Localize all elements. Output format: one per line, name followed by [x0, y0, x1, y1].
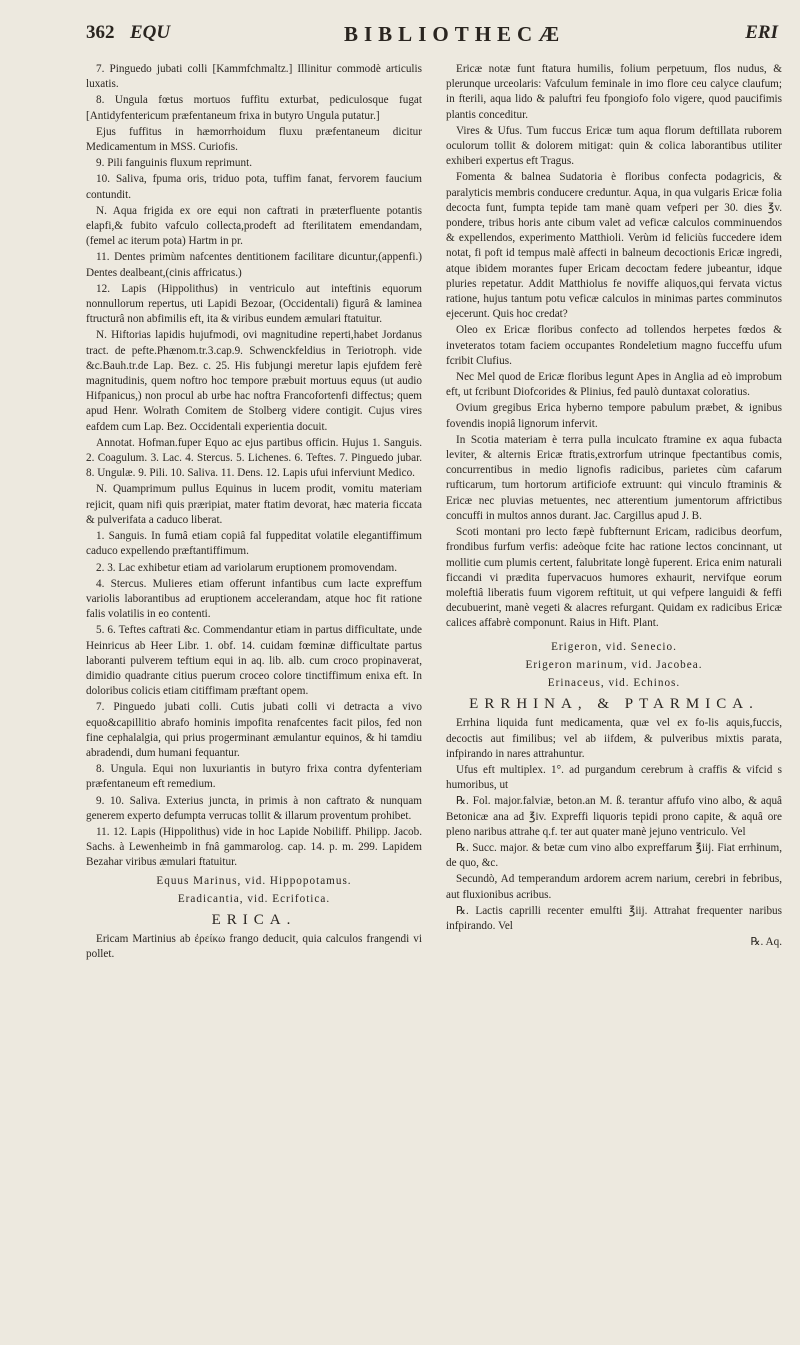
- paragraph: 11. 12. Lapis (Hippolithus) vide in hoc Lapide Nobiliff. Philipp. Jacob. Sachs. à Lewenheimb in fnâ gammarolog. cap. 14. p. m. 299. Lapidem Bezahar viribus æmulari ftatuitur.: [86, 825, 422, 869]
- paragraph: Ericæ notæ funt ftatura humilis, folium perpetuum, flos nudus, & plerunque urceolaris: Vafculum feminale in imo flore ceu calyce claufum; in fterili, aqua lido & paluftri feu fpongiofo folo vigere, quod paucifimis plantis conceditur.: [446, 63, 782, 121]
- paragraph: Ufus eft multiplex. 1°. ad purgandum cerebrum à craffis & vifcid s humoribus, ut: [446, 763, 782, 792]
- paragraph: 7. Pinguedo jubati colli [Kammfchmaltz.] Illinitur commodè articulis luxatis.: [86, 63, 422, 91]
- paragraph: N. Aqua frigida ex ore equi non caftrati in præterfluente potantis elapfi,& fubito vafculo collecta,prodeft ad fterilitatem emendandam, (femel ac iterum pota) Hartm in pr.: [86, 204, 422, 248]
- running-header: [86, 22, 786, 62]
- paragraph: Secundò, Ad temperandum ardorem acrem narium, cerebri in febribus, aut fluxionibus acribus.: [446, 873, 782, 901]
- paragraph: N. Hiftorias lapidis hujufmodi, ovi magnitudine reperti,habet Jordanus tract. de pefte.Phænom.tr.3.cap.9. Schwenckfeldius in Teriotroph. vide &c.Bauh.tr.de Lap. Bez. c. 25. His fubjungi meretur lapis ejufdem ferè magnitudinis, quem noftro hoc tempore præbuit mortuus equus (ut audio Hifpanicus,) non procul ab urbe hac noftra Francofortenfi diffectus; quem apud Henr. Wolrath Comitem de Stolberg videre contigit. Cujus vires eafdem cum Lap. Bez. Occidentali experientia docuit.: [86, 329, 422, 433]
- paragraph: Vires & Ufus. Tum fuccus Ericæ tum aqua florum deftillata ruborem oculorum tollit & dolorem mitigat: quin & colica laborantibus utiliter exhiberi expertus eft Tragus.: [446, 124, 782, 168]
- center-running-title: BIBLIOTHECÆ: [344, 22, 566, 46]
- cross-reference: Erigeron marinum, vid. Jacobea.: [525, 658, 703, 671]
- paragraph: Fomenta & balnea Sudatoria è floribus confecta podagricis, & paralyticis membris conducere creduntur. Aqua, in qua vulgaris Ericæ folia decocta funt, fumpta tepide tam manè quam vefperi per 30. dies ℥v. pondere, tribus horis ante cibum valet ad veficæ calculos comminuendos & expellendos, experimento Matthioli. Verùm id feliciùs fuccedere idem notat, fi poft id tempus malè affecti in balneum decoctionis Ericæ ingredi, atque ibidem morantes fuper Ericam decoctam federe jubeantur, idque pluries repetatur. Addit Matthiolus fe noviffe aliquos,qui fervata victus ratione, hujus tantum potu veficæ calculos in minimas partes comminutos ejecerunt. Quis hoc credat?: [446, 171, 782, 321]
- right-running-title: ERI: [745, 22, 778, 43]
- section-heading: ERRHINA, & PTARMICA.: [469, 696, 759, 713]
- paragraph: 9. Pili fanguinis fluxum reprimunt.: [96, 157, 252, 170]
- paragraph: 10. Saliva, fpuma oris, triduo pota, tuffim fanat, fervorem faucium contundit.: [86, 173, 422, 201]
- paragraph: ℞. Succ. major. & betæ cum vino albo expreffarum ℥iij. Fiat errhinum, de quo, &c.: [446, 841, 782, 870]
- paragraph: Nec Mel quod de Ericæ floribus legunt Apes in Anglia ad eò improbum eft, ut fcribunt Diofcorides & Plinius, fed paulò duntaxat coloratius.: [446, 371, 782, 399]
- paragraph: In Scotia materiam è terra pulla inculcato ftramine ex aqua fubacta leviter, & alternis Ericæ ftratis,extrorfum utrinque fpectantibus comis, concurrentibus in medio lignofis radicibus, parietes cùm cafarum rufticarum, tum hortorum artificiofe extruunt: qui vinculo ftraminis & Ericæ nec pluvias metuentes, nec atterentium jumentorum affrictibus concuffi in multos annos durant. Jac. Cargillus apud J. B.: [446, 433, 782, 522]
- paragraph: 12. Lapis (Hippolithus) in ventriculo aut inteftinis equorum nonnullorum repertus, uti Lapidi Bezoar, (Occidentali) figurâ & laminea ftructurâ non abfimilis eft, ita & viribus eundem æmulari ftatuitur.: [86, 282, 422, 326]
- paragraph: Annotat. Hofman.fuper Equo ac ejus partibus officin. Hujus 1. Sanguis. 2. Coagulum. 3. Lac. 4. Stercus. 5. Lichenes. 6. Teftes. 7. Pinguedo jubar. 8. Ungulæ. 9. Pili. 10. Saliva. 11. Dens. 12. Lapis ufui inferviunt Medico.: [86, 436, 422, 480]
- cross-reference: Eradicantia, vid. Ecrifotica.: [177, 892, 331, 905]
- right-column: [446, 62, 782, 964]
- paragraph: ℞. Fol. major.falviæ, beton.an M. ß. terantur affufo vino albo, & aquâ Betonicæ ana ad ℥iv. Expreffi liquoris tepidi prono capite, & aquâ ore pleno naribus attrahe q.f. ter aut quater manè jejuno ventriculo. Vel: [446, 795, 782, 838]
- paragraph: Scoti montani pro lecto fæpè fubfternunt Ericam, radicibus deorfum, frondibus furfum verfis: adeòque fcite hac ratione lectos concinnant, ut mollitie cum plumis certent, falubritate longè fuperent. Erica enim naturali ficcandi vi prædita fupervacuos humores exhaurit, nervifque eorum moleftiâ liberatis fuum vigorem reftituit, ut qui vefpere languidi & feffi decubuerint, manè vegeti & alacres refurgant. Quidam ex radicibus Ericæ calices affabrè componunt. Raius in Hift. Plant.: [446, 526, 782, 630]
- paragraph: Oleo ex Ericæ floribus confecto ad tollendos herpetes fœdos & inveteratos totam faciem occupantes Rondeletium magno fucceffu ufum fcribit Clufius.: [446, 324, 782, 367]
- paragraph: ℞. Lactis caprilli recenter emulfti ℥iij. Attrahat frequenter naribus infpirando. Vel: [446, 904, 782, 932]
- paragraph: 7. Pinguedo jubati colli. Cutis jubati colli vi detracta a vivo equo&capillitio abrafo hominis impofita renafcentes facit pilos, fed non fine cephalalgia, qui prius progerminant æmulantur equinos, & hi tamdiu abradendi, dum humani fequantur.: [86, 701, 422, 759]
- paragraph: 11. Dentes primùm nafcentes dentitionem facilitare dicuntur,(appenfi.) Dentes dealbeant,(cinis affricatus.): [86, 251, 422, 279]
- section-heading: ERICA.: [211, 911, 297, 928]
- page-number: 362: [86, 22, 115, 43]
- cross-reference: Erigeron, vid. Senecio.: [551, 640, 677, 653]
- paragraph: Ovium gregibus Erica hyberno tempore pabulum præbet, & ignibus fovendis inopiâ lignorum infervit.: [446, 402, 782, 430]
- catchword: ℞. Aq.: [750, 936, 782, 949]
- paragraph: 8. Ungula fœtus mortuos fuffitu exturbat, pediculosque fugat [Antidyfentericum præfentaneum frixa in butyro Ungula putatur.]: [86, 94, 422, 122]
- left-running-title: EQU: [130, 22, 171, 43]
- cross-reference: Equus Marinus, vid. Hippopotamus.: [156, 874, 352, 887]
- left-column: [86, 62, 422, 964]
- paragraph: 4. Stercus. Mulieres etiam offerunt infantibus cum lacte expreffum variolis laborantibus ad eruptionem accelerandam, atque hoc fit ratione falis volatilis in eo contenti.: [86, 577, 422, 621]
- paragraph: N. Quamprimum pullus Equinus in lucem prodit, vomitu materiam rejicit, quam nifi quis præripiat, mater ftatim devorat, hæc materia ficcata & pulverifata a caduco liberat.: [86, 483, 422, 526]
- paragraph: Ericam Martinius ab ἐρείκω frango deducit, quia calculos frangendi vi pollet.: [86, 933, 422, 961]
- paragraph: 5. 6. Teftes caftrati &c. Commendantur etiam in partus difficultate, unde Heinricus ab Heer Libr. 1. obf. 14. cuidam fœminæ difficultate partus laboranti pulverem teftium equi in aq. lib. alb. cum croco propinaverat, dimidio quadrante citius puerum croceo colore tinctiffimum enixa eft. In doloribus colicis etiam citiffimam præftant opem.: [86, 624, 422, 698]
- paragraph: 1. Sanguis. In fumâ etiam copiâ fal fuppeditat volatile elegantiffimum caduco expellendo præftantiffimum.: [86, 530, 422, 558]
- paragraph: 9. 10. Saliva. Exterius juncta, in primis à non caftrato & nunquam generem experto defumpta verrucas tollit & illarum proventum prohibet.: [86, 794, 422, 822]
- paragraph: 8. Ungula. Equi non luxuriantis in butyro frixa contra dyfenteriam præfentaneum eft remedium.: [86, 763, 422, 791]
- paragraph: Ejus fuffitus in hæmorrhoidum fluxu præfentaneum dicitur Medicamentum in MSS. Curiofis.: [86, 125, 422, 154]
- paragraph: 2. 3. Lac exhibetur etiam ad variolarum eruptionem promovendam.: [96, 561, 398, 574]
- paragraph: Errhina liquida funt medicamenta, quæ vel ex fo-lis aquis,fuccis, decoctis aut fimilibus; vel ab iifdem, & pulveribus mixtis parata, infpirando in nares attrahuntur.: [446, 717, 782, 760]
- cross-reference: Erinaceus, vid. Echinos.: [547, 676, 681, 689]
